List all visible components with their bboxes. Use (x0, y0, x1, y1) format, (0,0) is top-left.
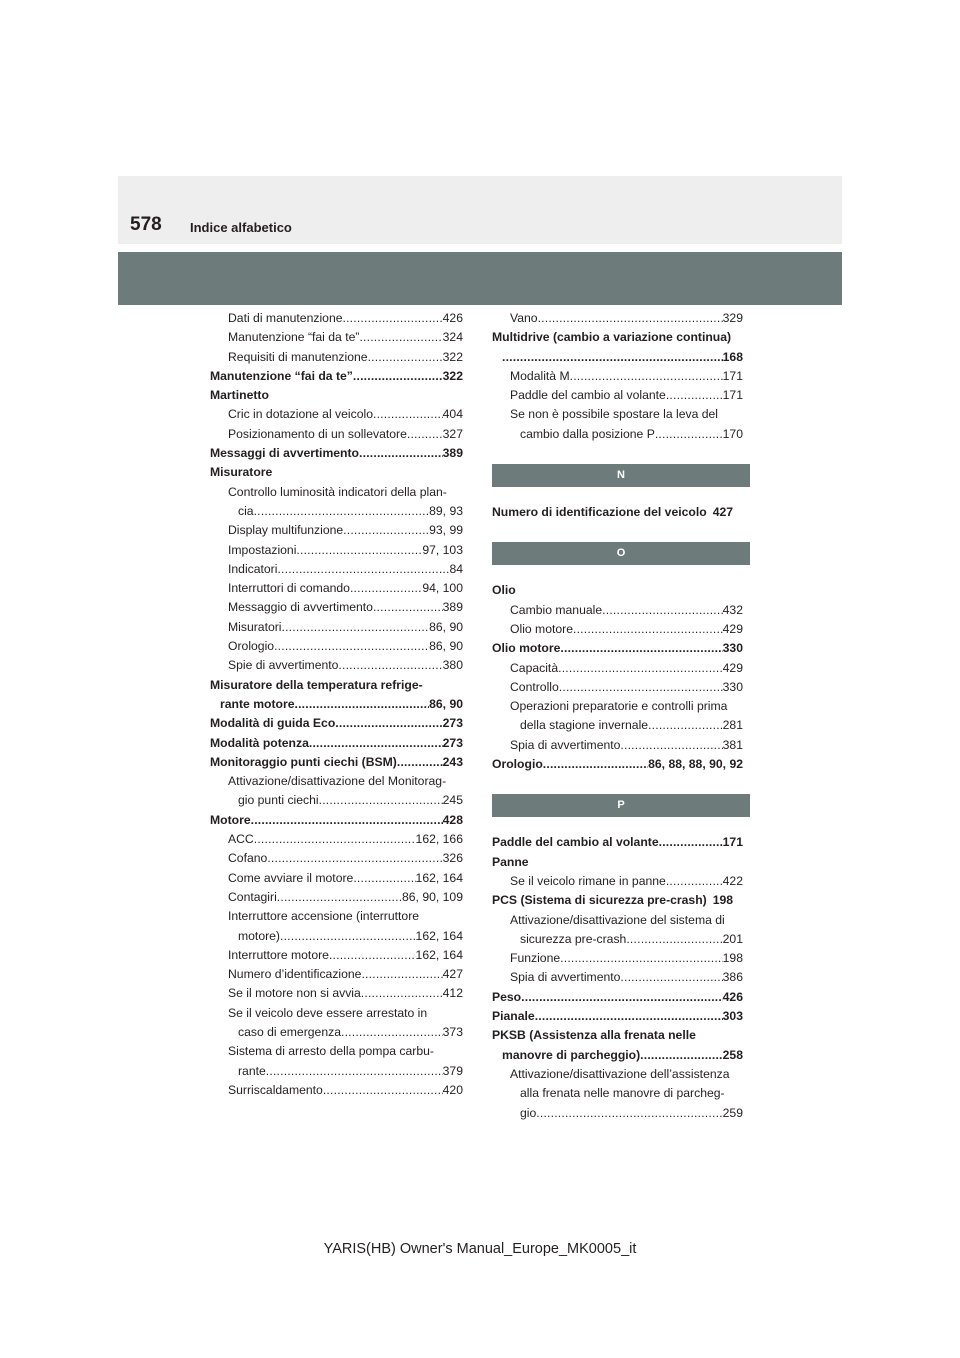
index-entry (210, 927, 463, 946)
index-entry (210, 946, 463, 965)
section-spacer (492, 444, 743, 464)
index-column-right (492, 309, 743, 1123)
dot-leader (353, 367, 443, 386)
index-entry (492, 309, 743, 328)
index-entry-label: caso di emergenza (238, 1024, 341, 1039)
dot-leader (659, 833, 723, 852)
index-entry-page: 412 (442, 986, 463, 1001)
index-entry-page: 162, 164 (415, 870, 463, 885)
index-entry-page: 171 (722, 835, 743, 850)
index-entry-label: Motore (210, 812, 251, 827)
dot-leader (368, 348, 443, 367)
index-entry-label: Olio motore (492, 641, 561, 656)
index-entry (492, 968, 743, 987)
dot-leader (361, 984, 443, 1003)
index-entry-page: 427 (442, 967, 463, 982)
index-entry-page: 324 (442, 330, 463, 345)
dot-leader (502, 348, 723, 367)
dot-leader (648, 716, 723, 735)
index-entry-label: cambio dalla posizione P (520, 426, 655, 441)
index-entry-page: 404 (442, 407, 463, 422)
dot-leader (323, 1081, 443, 1100)
index-entry (210, 830, 463, 849)
dot-leader (626, 930, 722, 949)
index-heading-text: Attivazione/disattivazione del Monitorag- (228, 774, 447, 789)
section-spacer (492, 565, 743, 581)
index-entry-label: Capacità (510, 660, 559, 675)
page-number: 578 (130, 214, 162, 235)
section-spacer (492, 487, 743, 503)
index-entry-label: Paddle del cambio al volante (492, 835, 659, 850)
dot-leader (666, 386, 723, 405)
index-entry (210, 598, 463, 617)
dot-leader (359, 328, 442, 347)
index-entry-label: Posizionamento di un sollevatore (228, 426, 407, 441)
index-entry-label: Cambio manuale (510, 602, 603, 617)
index-entry (210, 811, 463, 830)
index-heading-text: Attivazione/disattivazione del sistema di (510, 912, 725, 927)
index-entry (492, 988, 743, 1007)
index-entry-label: rante motore (220, 696, 295, 711)
dot-leader (407, 425, 443, 444)
index-entry (210, 1081, 463, 1100)
index-heading-text: alla frenata nelle manovre di parcheg- (520, 1086, 725, 1101)
index-entry-label: Come avviare il motore (228, 870, 354, 885)
index-entry-label: Cric in dotazione al veicolo (228, 407, 373, 422)
index-entry-label: Controllo (510, 679, 559, 694)
index-heading-text: Multidrive (cambio a variazione continua) (492, 330, 732, 345)
index-heading-text: Attivazione/disattivazione dell’assistenza (510, 1066, 730, 1081)
index-entry (210, 425, 463, 444)
index-entry-label: Interruttore motore (228, 947, 329, 962)
dot-leader (521, 988, 723, 1007)
index-entry-page: 198 (722, 951, 743, 966)
index-entry-page: 330 (722, 641, 743, 656)
index-entry (492, 1104, 743, 1123)
index-entry-page: 389 (442, 446, 463, 461)
index-heading-text: Operazioni preparatorie e controlli prima (510, 699, 728, 714)
index-entry-label: Numero d’identificazione (228, 967, 362, 982)
index-entry-page: 322 (442, 349, 463, 364)
index-entry-page: 162, 164 (415, 947, 463, 962)
index-entry (210, 753, 463, 772)
index-entry (492, 367, 743, 386)
dot-leader (277, 888, 402, 907)
dot-leader (319, 791, 443, 810)
index-entry-page: 245 (442, 793, 463, 808)
dot-leader (251, 811, 443, 830)
dot-leader (266, 1062, 443, 1081)
letter-heading: N (492, 464, 750, 487)
index-entry (492, 601, 743, 620)
index-entry-page: 162, 166 (415, 832, 463, 847)
index-entry-page: 427 (712, 505, 734, 520)
index-entry-label: gio punti ciechi (238, 793, 319, 808)
index-entry-label: Pianale (492, 1009, 535, 1024)
index-heading-text: PKSB (Assistenza alla frenata nelle (492, 1028, 696, 1043)
index-entry-label: Orologio (228, 639, 275, 654)
dot-leader (335, 714, 442, 733)
index-entry-page: 168 (722, 349, 743, 364)
dot-leader (343, 309, 443, 328)
index-entry (210, 348, 463, 367)
index-entry-page: 432 (722, 602, 743, 617)
index-entry-page: 198 (712, 893, 734, 908)
index-heading-text: Se il veicolo deve essere arrestato in (228, 1005, 428, 1020)
index-entry-label: motore) (238, 928, 280, 943)
index-entry (210, 965, 463, 984)
dot-leader (254, 830, 416, 849)
letter-heading: O (492, 542, 750, 565)
index-entry-label: Spia di avvertimento (510, 737, 621, 752)
section-spacer (492, 774, 743, 794)
dot-leader (640, 1046, 723, 1065)
dot-leader (267, 849, 442, 868)
index-entry-page: 86, 88, 88, 90, 92 (648, 757, 743, 772)
section-spacer (492, 817, 743, 833)
index-entry-page: 381 (722, 737, 743, 752)
index-entry-label: cia (238, 503, 254, 518)
section-spacer (492, 522, 743, 542)
dot-leader (353, 869, 415, 888)
index-entry (210, 541, 463, 560)
index-entry-label: sicurezza pre-crash (520, 931, 627, 946)
index-entry-page: 243 (442, 754, 463, 769)
index-entry-page: 86, 90 (429, 696, 463, 711)
index-entry-label: Peso (492, 989, 522, 1004)
index-entry (492, 659, 743, 678)
index-entry-page: 422 (722, 873, 743, 888)
index-column-left (210, 309, 463, 1100)
dot-leader (359, 444, 443, 463)
index-entry-label: Vano (510, 311, 538, 325)
index-entry (492, 348, 743, 367)
dot-leader (277, 560, 449, 579)
index-entry-label: Olio motore (510, 621, 573, 636)
index-entry-label: Messaggio di avvertimento (228, 600, 373, 615)
index-entry (492, 639, 743, 658)
index-entry (210, 714, 463, 733)
index-entry-page: 373 (442, 1024, 463, 1039)
index-entry (492, 620, 743, 639)
dot-leader (573, 620, 723, 639)
index-entry-label: Display multifunzione (228, 523, 344, 538)
index-heading-text: Olio (492, 583, 516, 598)
index-heading-text: Martinetto (210, 388, 269, 403)
index-entry-label: Modalità M (510, 368, 570, 383)
index-entry-label: rante (238, 1063, 266, 1078)
index-entry-page: 171 (722, 388, 743, 403)
index-entry-label: Modalità di guida Eco (210, 716, 336, 731)
dot-leader (341, 1023, 443, 1042)
index-entry-label: Modalità potenza (210, 735, 309, 750)
index-entry-label: gio (520, 1105, 537, 1120)
index-entry (210, 405, 463, 424)
dot-leader (620, 736, 722, 755)
index-heading-text: Misuratore (210, 465, 273, 480)
footer-manual-id: YARIS(HB) Owner's Manual_Europe_MK0005_it (323, 1241, 637, 1257)
index-entry (210, 791, 463, 810)
dot-leader (329, 946, 416, 965)
index-entry-label: Cofano (228, 851, 268, 866)
index-entry-label: Spia di avvertimento (510, 970, 621, 985)
dot-leader (538, 309, 723, 328)
index-entry-page: 322 (442, 368, 463, 383)
index-entry-label: Se il veicolo rimane in panne (510, 873, 666, 888)
index-entry-label: Funzione (510, 951, 561, 966)
index-entry (492, 891, 743, 910)
index-entry-page: 281 (722, 718, 743, 733)
dot-leader (620, 968, 722, 987)
index-heading-text: Sistema di arresto della pompa carbu- (228, 1044, 434, 1059)
index-entry (210, 984, 463, 1003)
index-entry-page: 93, 99 (429, 523, 463, 538)
dot-leader (535, 1007, 723, 1026)
index-entry-page: 420 (442, 1082, 463, 1097)
index-entry-label: Dati di manutenzione (228, 311, 343, 325)
index-entry-page: 201 (722, 931, 743, 946)
section-title: Indice alfabetico (190, 220, 292, 235)
dot-leader (655, 425, 723, 444)
dot-leader (373, 405, 443, 424)
index-entry-label: Manutenzione “fai da te” (228, 330, 360, 345)
dot-leader (254, 502, 430, 521)
index-entry-label: Interruttori di comando (228, 581, 350, 596)
dot-leader (560, 639, 722, 658)
index-heading-text: Se non è possibile spostare la leva del (510, 407, 718, 422)
index-entry (210, 579, 463, 598)
index-entry-page: 426 (722, 989, 743, 1004)
dot-leader (343, 521, 429, 540)
index-entry-page: 86, 90 (429, 619, 463, 634)
index-entry-label: Paddle del cambio al volante (510, 388, 666, 403)
index-entry (492, 678, 743, 697)
index-entry-label: Messaggi di avvertimento (210, 446, 360, 461)
header-band (118, 252, 842, 305)
index-entry-page: 426 (442, 311, 463, 325)
index-entry-label: Manutenzione “fai da te” (210, 368, 353, 383)
index-entry-page: 273 (442, 735, 463, 750)
index-entry (210, 656, 463, 675)
dot-leader (602, 601, 723, 620)
index-entry-label: PCS (Sistema di sicurezza pre-crash) (492, 893, 707, 908)
dot-leader (282, 618, 430, 637)
index-entry (210, 1023, 463, 1042)
dot-leader (296, 541, 422, 560)
dot-leader (558, 659, 723, 678)
index-entry (210, 328, 463, 347)
index-heading-text: Misuratore della temperatura refrige- (210, 677, 423, 692)
index-entry-page: 171 (722, 368, 743, 383)
index-heading-text: Interruttore accensione (interruttore (228, 909, 420, 924)
index-entry (210, 888, 463, 907)
index-entry-label: ACC (228, 832, 254, 847)
dot-leader (309, 734, 443, 753)
index-entry-page: 273 (442, 716, 463, 731)
dot-leader (559, 678, 723, 697)
index-entry (210, 618, 463, 637)
index-entry (210, 695, 463, 714)
index-entry (210, 734, 463, 753)
index-entry-label: Requisiti di manutenzione (228, 349, 368, 364)
index-entry-page: 162, 164 (415, 928, 463, 943)
index-entry (492, 425, 743, 444)
dot-leader (570, 367, 723, 386)
index-entry-label: manovre di parcheggio) (502, 1047, 641, 1062)
index-entry-page: 428 (442, 812, 463, 827)
index-entry-page: 258 (722, 1047, 743, 1062)
index-entry-page: 329 (722, 311, 743, 325)
index-heading-text: Controllo luminosità indicatori della plan- (228, 484, 447, 499)
index-entry (492, 1007, 743, 1026)
letter-heading: P (492, 794, 750, 817)
dot-leader (361, 965, 442, 984)
index-entry (210, 502, 463, 521)
index-entry-label: Spie di avvertimento (228, 658, 339, 673)
dot-leader (350, 579, 422, 598)
index-entry (210, 869, 463, 888)
index-entry-page: 170 (722, 426, 743, 441)
index-entry-page: 89, 93 (429, 503, 463, 518)
index-entry-label: Se il motore non si avvia (228, 986, 361, 1001)
index-entry (210, 1062, 463, 1081)
index-entry (210, 560, 463, 579)
index-entry (210, 849, 463, 868)
index-entry-label: della stagione invernale (520, 718, 649, 733)
index-entry-page: 429 (722, 660, 743, 675)
index-entry-page: 389 (442, 600, 463, 615)
dot-leader (666, 872, 723, 891)
dot-leader (543, 755, 648, 774)
index-entry (492, 503, 743, 522)
index-entry-label: Monitoraggio punti ciechi (BSM) (210, 754, 397, 769)
index-entry-page: 386 (722, 970, 743, 985)
index-entry-label: Orologio (492, 757, 543, 772)
index-entry (492, 833, 743, 852)
index-entry-label: Impostazioni (228, 542, 297, 557)
index-entry-page: 429 (722, 621, 743, 636)
index-entry-page: 259 (722, 1105, 743, 1120)
index-entry-label: Numero di identificazione del veicolo (492, 505, 707, 520)
index-entry-page: 326 (442, 851, 463, 866)
index-entry (210, 521, 463, 540)
index-entry-label: Surriscaldamento (228, 1082, 323, 1097)
index-entry-label: Misuratori (228, 619, 282, 634)
index-entry (492, 386, 743, 405)
index-entry (210, 367, 463, 386)
index-entry-page: 303 (722, 1009, 743, 1024)
index-entry-label: Contagiri (228, 889, 277, 904)
dot-leader (536, 1104, 722, 1123)
index-entry (492, 872, 743, 891)
dot-leader (274, 637, 429, 656)
index-entry (210, 309, 463, 328)
dot-leader (560, 949, 723, 968)
index-heading-text: Panne (492, 854, 529, 869)
index-entry (492, 949, 743, 968)
index-entry (492, 755, 743, 774)
dot-leader (397, 753, 443, 772)
index-entry-page: 94, 100 (422, 581, 463, 596)
index-entry (210, 444, 463, 463)
index-entry-page: 84 (449, 561, 463, 576)
index-entry-label: Indicatori (228, 561, 278, 576)
index-entry-page: 86, 90, 109 (402, 889, 463, 904)
index-entry (492, 736, 743, 755)
index-entry-page: 97, 103 (422, 542, 463, 557)
dot-leader (373, 598, 443, 617)
index-entry (492, 1046, 743, 1065)
dot-leader (280, 927, 416, 946)
index-entry (492, 930, 743, 949)
index-entry-page: 86, 90 (429, 639, 463, 654)
index-entry-page: 330 (722, 679, 743, 694)
index-entry (492, 716, 743, 735)
index-entry (210, 637, 463, 656)
dot-leader (295, 695, 430, 714)
index-entry-page: 380 (442, 658, 463, 673)
dot-leader (338, 656, 442, 675)
index-entry-page: 327 (442, 426, 463, 441)
index-entry-page: 379 (442, 1063, 463, 1078)
